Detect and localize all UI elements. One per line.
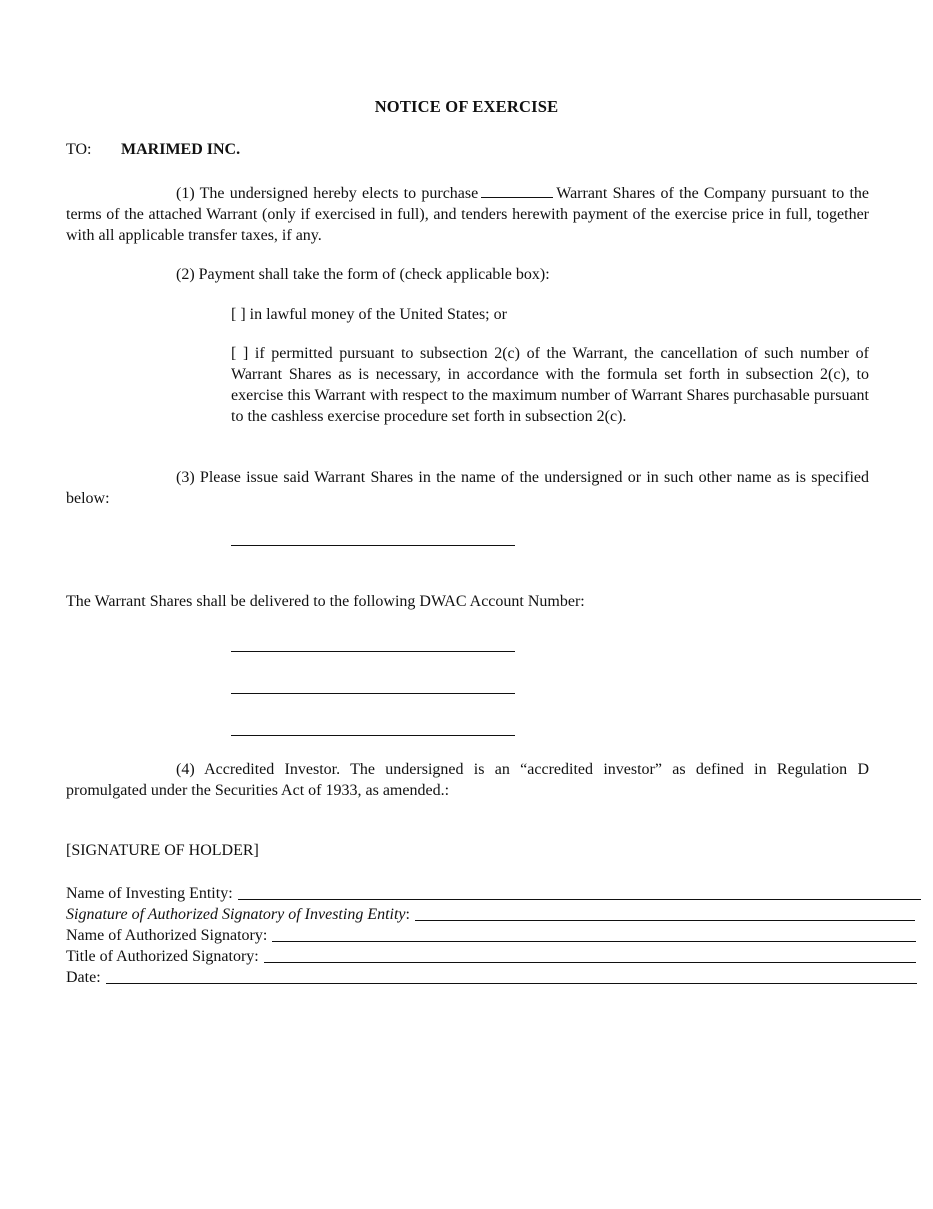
signatory-title-row (66, 946, 916, 967)
signature-label-colon: : (405, 906, 410, 923)
paragraph-4-text: (4) Accredited Investor. The undersigned is an “accredited investor” as defined in Regulation D promulgated under the Securities Act of 1933, as amended.: (66, 761, 869, 799)
investing-entity-field[interactable] (238, 887, 921, 900)
paragraph-3-text: (3) Please issue said Warrant Shares in the name of the undersigned or in such other name as is specified below: (66, 469, 869, 507)
payment-option-cash[interactable]: [ ] in lawful money of the United States; or (231, 306, 507, 323)
paragraph-2-text: (2) Payment shall take the form of (check applicable box): (176, 266, 550, 283)
paragraph-4 (66, 759, 869, 801)
signatory-name-label: Name of Authorized Signatory: (66, 927, 268, 944)
issue-name-line[interactable] (231, 545, 515, 546)
dwac-line-2[interactable] (231, 693, 515, 694)
paragraph-1-lead: (1) The undersigned hereby elects to purchase (176, 185, 479, 202)
date-field[interactable] (106, 971, 917, 984)
investing-entity-label: Name of Investing Entity: (66, 885, 233, 902)
to-label: TO: (66, 141, 92, 158)
dwac-paragraph: The Warrant Shares shall be delivered to the following DWAC Account Number: (66, 593, 585, 610)
document-title: NOTICE OF EXERCISE (374, 97, 559, 116)
paragraph-1-rest: Warrant Shares of the Company pursuant to the terms of the attached Warrant (only if exercised in full), and tenders herewith payment of the exercise price in full, together with all applicable transfer taxes, if any. (66, 185, 870, 244)
payment-option-cashless[interactable]: [ ] if permitted pursuant to subsection 2(c) of the Warrant, the cancellation of such number of Warrant Shares as is necessary, in accordance with the formula set forth in subsection 2(c), to exercise this Warrant with respect to the maximum number of Warrant Shares purchasable pursuant to the cashless exercise procedure set forth in subsection 2(c). (231, 345, 869, 425)
paragraph-1 (66, 183, 869, 246)
signature-label (66, 904, 415, 925)
signature-heading: [SIGNATURE OF HOLDER] (66, 842, 259, 859)
signature-field[interactable] (415, 908, 915, 921)
dwac-line-1[interactable] (231, 651, 515, 652)
paragraph-3 (66, 467, 869, 509)
date-row (66, 967, 917, 988)
share-count-blank[interactable] (481, 184, 553, 198)
signature-row (66, 904, 915, 925)
dwac-line-3[interactable] (231, 735, 515, 736)
signatory-title-label: Title of Authorized Signatory: (66, 948, 259, 965)
investing-entity-row (66, 883, 921, 904)
signature-label-italic: Signature of Authorized Signatory of Investing Entity (66, 906, 406, 923)
recipient-line (66, 141, 240, 159)
date-label: Date: (66, 969, 101, 986)
paragraph-2 (66, 264, 869, 285)
signatory-name-row (66, 925, 916, 946)
signatory-title-field[interactable] (264, 950, 916, 963)
signatory-name-field[interactable] (272, 929, 916, 942)
company-name: MARIMED INC. (121, 141, 241, 158)
